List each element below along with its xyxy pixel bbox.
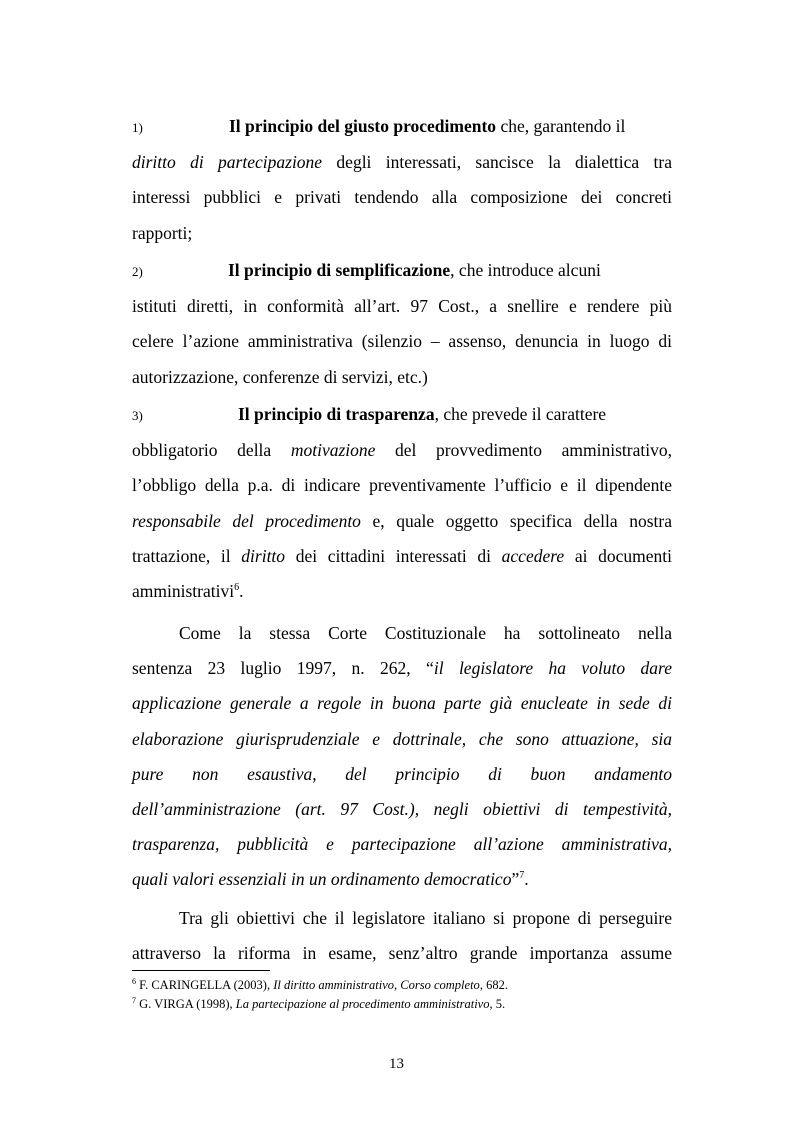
footnote-ref-7[interactable]: 7 [519, 870, 525, 882]
list-number: 3) [132, 408, 143, 423]
footnote-7: $^7$ G. VIRGA (1998), La partecipazione al procedimento amministrativo, 5. [132, 996, 506, 1011]
list-number: 2) [132, 264, 143, 279]
paragraph-obiettivi: Tra gli obiettivi che il legislatore italiano si propone di perseguire attraverso la riforma in esame, senz’altro grande importanza assume [132, 908, 672, 964]
footnote-6: $^6$ F. CARINGELLA (2003), Il diritto amministrativo, Corso completo, 682. [132, 977, 508, 992]
list-item-3: 3) Il principio di trasparenza, che prevede il carattere obbligatorio della motivazione del provvedimento amministrativo, l’obbligo della p.a. di indicare preventivamente l’ufficio e il dipendente responsabile del procedimento e, quale oggetto specifica della nostra trattazione, il diritto dei cittadini interessati di accedere ai documenti amministrativi$^6$. [132, 397, 672, 609]
principle-title: Il principio del giusto procedimento [229, 116, 497, 136]
list-item-2: 2) Il principio di semplificazione, che introduce alcuni istituti diretti, in conformità all’art. 97 Cost., a snellire e rendere più celere l’azione amministrativa (silenzio – assenso, denuncia in luogo di autorizzazione, conferenze di servizi, etc.) [132, 253, 672, 395]
list-number: 1) [132, 120, 143, 135]
page-number: 13 [389, 1056, 404, 1072]
principle-title: Il principio di semplificazione [228, 260, 451, 280]
principle-title: Il principio di trasparenza [238, 404, 435, 424]
paragraph-corte-costituzionale: Come la stessa Corte Costituzionale ha sottolineato nella sentenza 23 luglio 1997, n. 262, “il legislatore ha voluto dare applicazione generale a regole in buona parte già enucleate in sede di elaborazione giurisprudenziale e dottrinale, che sono attuazione, sia pure non esaustiva, del principio di buon andamento dell’amministrazione (art. 97 Cost.), negli obiettivi di tempestività, trasparenza, pubblicità e partecipazione all’azione amministrativa, quali valori essenziali in un ordinamento democratico”$^7$. [132, 623, 672, 890]
list-item-1: 1) Il principio del giusto procedimento che, garantendo il diritto di partecipazione degli interessati, sancisce la dialettica tra interessi pubblici e privati tendendo alla composizione dei concreti rapporti; [132, 109, 672, 251]
footnote-separator [132, 970, 270, 971]
list-item-1-line-1: 1) Il principio del giusto procedimento che, garantendo il [132, 109, 672, 145]
footnote-ref-6[interactable]: 6 [234, 582, 240, 594]
footnotes [132, 976, 672, 1014]
